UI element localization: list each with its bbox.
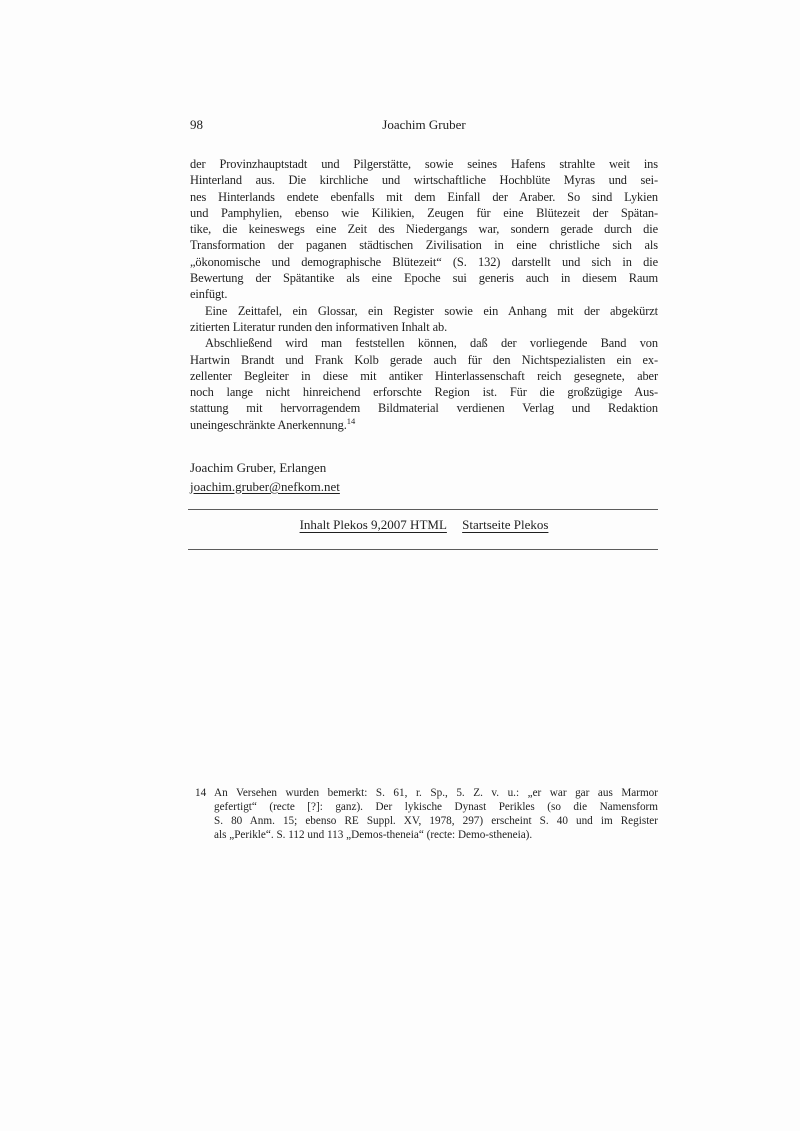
divider-bottom bbox=[188, 549, 658, 550]
text-line: Bewertung der Spätantike als eine Epoche sui generis auch in diesem Raum bbox=[190, 271, 658, 286]
text-line: tike, die keineswegs eine Zeit des Niedergangs war, sondern gerade durch die bbox=[190, 222, 658, 237]
body-paragraph bbox=[190, 303, 658, 336]
email-link[interactable]: joachim.gruber@nefkom.net bbox=[190, 478, 340, 494]
text-line: und Pamphylien, ebenso wie Kilikien, Zeugen für eine Blütezeit der Spätan- bbox=[190, 205, 658, 220]
page-number: 98 bbox=[190, 117, 203, 132]
text-line: Abschließend wird man feststellen können, daß der vorliegende Band von bbox=[205, 336, 658, 351]
footnote-marker: 14 bbox=[195, 787, 207, 799]
footnote-ref: 14 bbox=[346, 415, 356, 426]
text-line: als „Perikle“. S. 112 und 113 „Demos-theneia“ (recte: Demo-stheneia). bbox=[214, 829, 533, 841]
page-header bbox=[190, 117, 658, 132]
body-text bbox=[190, 156, 658, 433]
text-line: An Versehen wurden bemerkt: S. 61, r. Sp., 5. Z. v. u.: „er war gar aus Marmor bbox=[214, 787, 658, 799]
text-line: gefertigt“ (recte [?]: ganz). Der lykische Dynast Perikles (so die Namensform bbox=[214, 801, 658, 813]
text-line: noch lange nicht hinreichend erforschte Region ist. Für die großzügige Aus- bbox=[190, 385, 658, 400]
text-line: der Provinzhauptstadt und Pilgerstätte, sowie seines Hafens strahlte weit ins bbox=[190, 157, 658, 171]
link-startseite-plekos[interactable]: Startseite Plekos bbox=[462, 517, 549, 532]
signature-block bbox=[190, 459, 658, 496]
running-head: Joachim Gruber bbox=[382, 117, 466, 132]
body-paragraph bbox=[190, 156, 658, 303]
footnote-text bbox=[214, 786, 658, 842]
text-line: Hinterland aus. Die kirchliche und wirtschaftliche Hochblüte Myras und sei- bbox=[190, 173, 658, 188]
text-line: stattung mit hervorragendem Bildmaterial verdienen Verlag und Redaktion bbox=[190, 401, 658, 416]
divider-top bbox=[188, 509, 658, 510]
text-line: einfügt. bbox=[190, 287, 228, 302]
text-line: zitierten Literatur runden den informativen Inhalt ab. bbox=[190, 319, 448, 334]
text-line: S. 80 Anm. 15; ebenso RE Suppl. XV, 1978, 297) erscheint S. 40 und im Register bbox=[214, 815, 658, 827]
footer-nav bbox=[190, 517, 658, 533]
signature-name: Joachim Gruber, Erlangen bbox=[190, 460, 327, 475]
text-line: zellenter Begleiter in diese mit antiker Hinterlassenschaft reich gesegnete, aber bbox=[190, 368, 658, 383]
text-line: Hartwin Brandt und Frank Kolb gerade auch für den Nichtspezialisten ein ex- bbox=[190, 352, 658, 367]
link-inhalt-plekos[interactable]: Inhalt Plekos 9,2007 HTML bbox=[299, 517, 447, 532]
text-line: uneingeschränkte Anerkennung.$^{14}$ bbox=[190, 415, 356, 432]
text-line: nes Hinterlands endete ebenfalls mit dem Einfall der Araber. So sind Lykien bbox=[190, 189, 658, 204]
footnote bbox=[190, 786, 658, 842]
text-line: Transformation der paganen städtischen Zivilisation in eine christliche sich als bbox=[190, 238, 658, 253]
body-paragraph bbox=[190, 335, 658, 433]
text-line: Eine Zeittafel, ein Glossar, ein Register sowie ein Anhang mit der abgekürzt bbox=[205, 303, 658, 318]
text-line: „ökonomische und demographische Blütezeit“ (S. 132) darstellt und sich in die bbox=[190, 254, 658, 269]
